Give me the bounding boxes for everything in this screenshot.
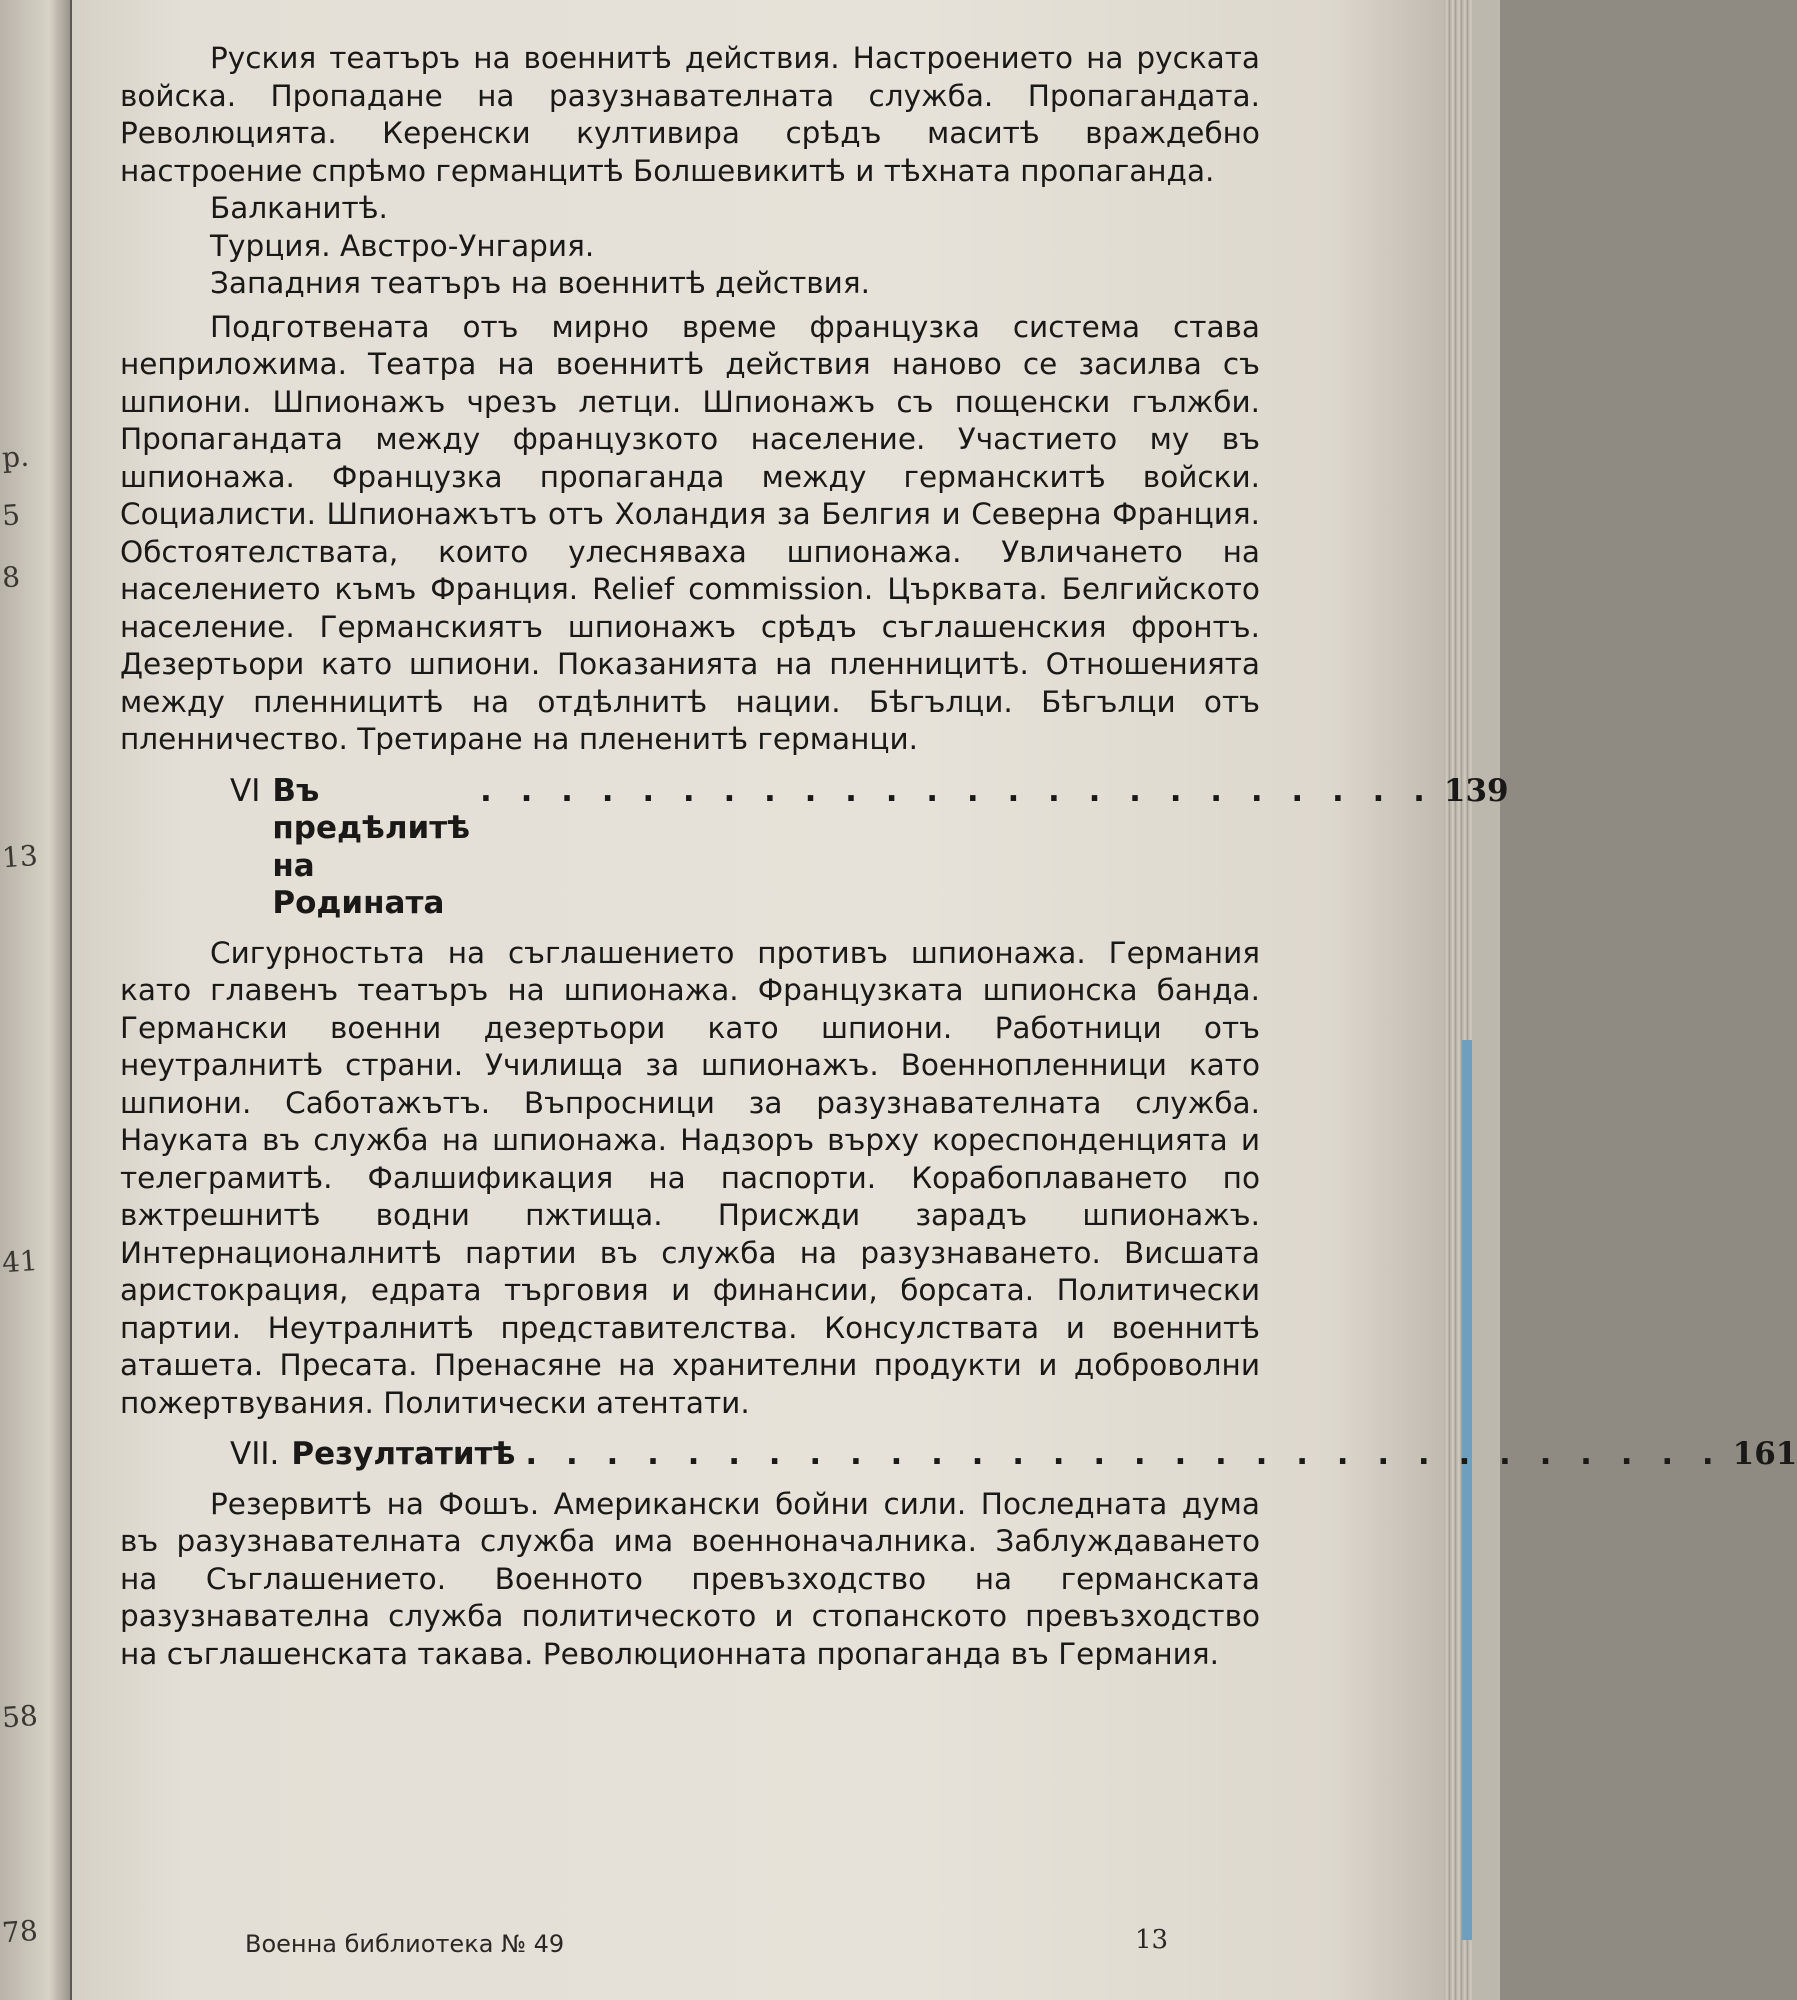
margin-number: 58 — [0, 1698, 39, 1735]
margin-number: 78 — [0, 1913, 39, 1950]
margin-number: 41 — [0, 1243, 39, 1280]
chapter-number: VII. — [230, 1436, 280, 1472]
chapter-summary: Резервитѣ на Фошъ. Американски бойни сили. Последната дума въ разузнавателната служба има военноначалника. Заблуждаването на Съглашението. Военното превъзходство на германската разузнавателна служба политическото и стопанското превъзходство на съглашенската такава. Революционната пропаганда въ Германия. — [120, 1486, 1260, 1671]
chapter-title: Въ предѣлитѣ на Родината — [272, 772, 471, 921]
chapter-heading-vi — [120, 772, 1509, 923]
chapter-summary: Сигурностьта на съглашението противъ шпионажа. Германия като главенъ театъръ на шпионажа. Французката шпионска банда. Германски военни дезертьори като шпиони. Работници отъ неутралнитѣ страни. Училища за шпионажъ. Военнопленници като шпиони. Саботажътъ. Въпросници за разузнавателната служба. Науката въ служба на шпионажа. Надзоръ върху кореспонденцията и телеграмитѣ. Фалшификация на паспорти. Корабоплаването по вжтрешнитѣ водни пжтища. Присжди зарадъ шпионажъ. Интернационалнитѣ партии въ служба на разузнаването. Висшата аристокрация, едрата търговия и финансии, борсата. Политически партии. Неутралнитѣ представителства. Консулствата и военнитѣ аташета. Пресата. Пренасяне на хранителни продукти и доброволни пожертвувания. Политически атентати. — [120, 935, 1260, 1420]
margin-number: 5 — [0, 498, 21, 533]
margin-number: 13 — [0, 838, 39, 875]
series-title: Военна библиотека № 49 — [245, 1930, 565, 1958]
cover-edge — [1462, 1040, 1472, 1940]
subsection-heading: Турция. Австро-Унгария. — [210, 228, 595, 263]
table-of-contents-body — [120, 40, 1797, 1673]
dot-leader: . . . . . . . . . . . . . . . . . . . . . . . . — [480, 772, 1434, 809]
previous-page-edge — [0, 0, 72, 2000]
chapter-page-number: 161 — [1732, 1436, 1797, 1472]
chapter-number: VI — [230, 772, 261, 809]
chapter-heading-vii — [120, 1436, 1797, 1474]
subsection-heading: Балканитѣ. — [210, 191, 388, 225]
page-number: 13 — [1135, 1925, 1169, 1955]
section-paragraph: Руския театъръ на военнитѣ действия. Настроението на руската войска. Пропадане на разузнавателната служба. Пропагандата. Революцията. Керенски култивира срѣдъ маситѣ враждебно настроение спрѣмо германцитѣ Болшевикитѣ и тѣхната пропаганда. — [120, 41, 1260, 188]
chapter-page-number: 139 — [1443, 772, 1509, 809]
margin-number: 8 — [0, 560, 21, 595]
subsection-heading: Западния театъръ на военнитѣ действия. — [210, 266, 870, 300]
margin-number: р. — [0, 439, 30, 475]
dot-leader: . . . . . . . . . . . . . . . . . . . . . . . . . . . . . . — [525, 1436, 1723, 1472]
chapter-title: Резултатитѣ — [291, 1436, 516, 1472]
section-paragraph: Подготвената отъ мирно време французка система става неприложима. Театра на военнитѣ действия наново се засилва съ шпиони. Шпионажъ чрезъ летци. Шпионажъ съ пощенски гължби. Пропагандата между французкото население. Участието му въ шпионажа. Французка пропаганда между германскитѣ войски. Социалисти. Шпионажътъ отъ Холандия за Белгия и Северна Франция. Обстоятелствата, които улесняваха шпионажа. Увличането на населението къмъ Франция. Relief commission. Църквата. Белгийското население. Германскиятъ шпионажъ срѣдъ съглашенския фронтъ. Дезертьори като шпиони. Показанията на пленницитѣ. Отношенията между пленницитѣ на отдѣлнитѣ нации. Бѣгълци. Бѣгълци отъ пленничество. Третиране на плененитѣ германци. — [120, 309, 1260, 756]
